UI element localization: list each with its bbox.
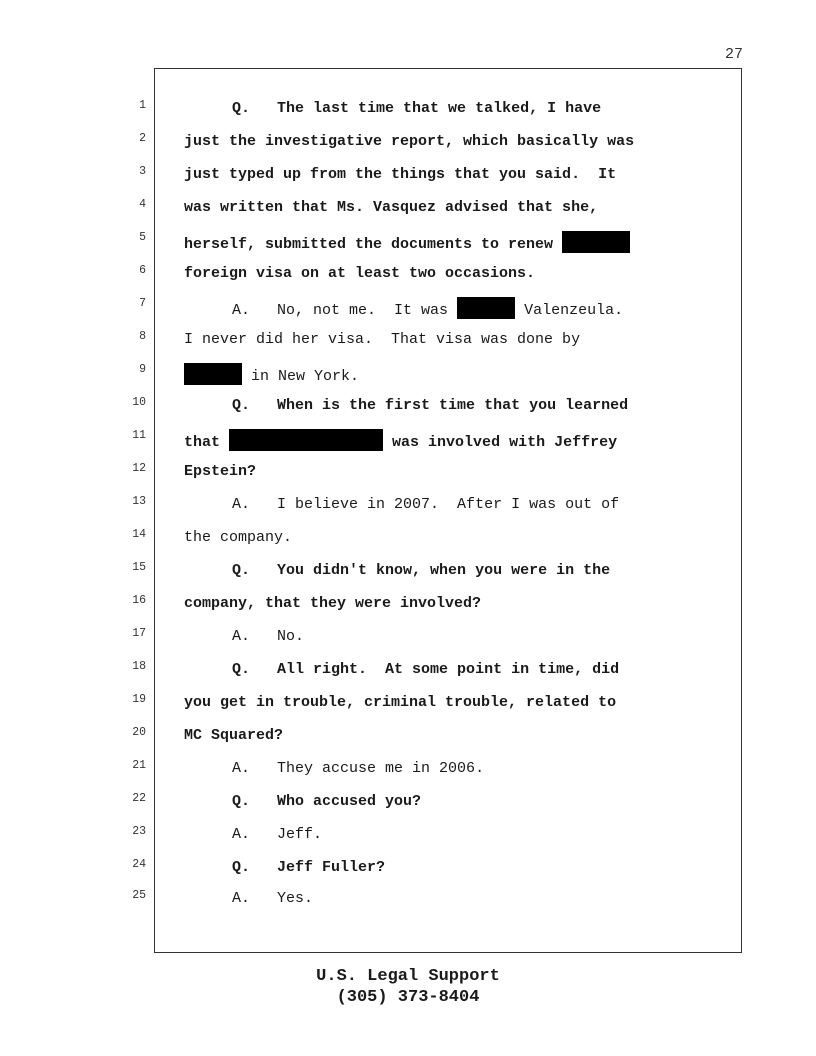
line-number: 14 (132, 528, 146, 541)
line-number: 17 (132, 627, 146, 640)
line-text: was involved with Jeffrey (392, 434, 618, 451)
transcript-line-11 (0, 429, 816, 462)
line-text: that (184, 434, 221, 451)
transcript-line-12 (0, 462, 816, 495)
transcript-line-13 (0, 495, 816, 528)
redaction-box (229, 429, 383, 451)
line-number: 3 (139, 165, 146, 178)
transcript-line-7 (0, 297, 816, 330)
transcript-line-17 (0, 627, 816, 660)
line-number: 8 (139, 330, 146, 343)
line-number: 22 (132, 792, 146, 805)
line-text: All right. At some point in time, did (277, 661, 620, 678)
speaker-label: A. (232, 302, 251, 319)
line-text: Jeff. (277, 826, 323, 843)
line-text: just the investigative report, which basically was (184, 133, 635, 150)
line-number: 24 (132, 858, 146, 871)
transcript-line-9 (0, 363, 816, 396)
footer-company: U.S. Legal Support (316, 967, 500, 986)
speaker-label: Q. (232, 661, 251, 678)
transcript-line-6 (0, 264, 816, 297)
line-number: 11 (132, 429, 146, 442)
speaker-label: Q. (232, 859, 251, 876)
transcript-line-19 (0, 693, 816, 726)
transcript-line-1 (0, 99, 816, 132)
speaker-label: A. (232, 628, 251, 645)
redaction-box (184, 363, 242, 385)
speaker-label: A. (232, 826, 251, 843)
line-number: 12 (132, 462, 146, 475)
line-text: MC Squared? (184, 727, 284, 744)
line-text: You didn't know, when you were in the (277, 562, 611, 579)
line-number: 15 (132, 561, 146, 574)
line-text: was written that Ms. Vasquez advised that she, (184, 199, 599, 216)
transcript-line-21 (0, 759, 816, 792)
line-number: 4 (139, 198, 146, 211)
transcript-line-2 (0, 132, 816, 165)
line-text: Valenzeula. (524, 302, 624, 319)
line-number: 9 (139, 363, 146, 376)
line-number: 5 (139, 231, 146, 244)
transcript-line-4 (0, 198, 816, 231)
redaction-box (457, 297, 515, 319)
line-number: 18 (132, 660, 146, 673)
transcript-line-22 (0, 792, 816, 825)
line-text: Yes. (277, 890, 314, 907)
line-number: 7 (139, 297, 146, 310)
transcript-line-10 (0, 396, 816, 429)
line-text: Jeff Fuller? (277, 859, 386, 876)
line-text: Epstein? (184, 463, 257, 480)
transcript-line-15 (0, 561, 816, 594)
line-text: I never did her visa. That visa was done by (184, 331, 581, 348)
line-number: 25 (132, 889, 146, 902)
line-number: 20 (132, 726, 146, 739)
transcript-line-14 (0, 528, 816, 561)
transcript-line-8 (0, 330, 816, 363)
line-text: company, that they were involved? (184, 595, 482, 612)
speaker-label: A. (232, 760, 251, 777)
line-text: foreign visa on at least two occasions. (184, 265, 536, 282)
transcript-line-5 (0, 231, 816, 264)
line-text: The last time that we talked, I have (277, 100, 602, 117)
line-number: 13 (132, 495, 146, 508)
line-number: 10 (132, 396, 146, 409)
line-text: They accuse me in 2006. (277, 760, 485, 777)
transcript-line-16 (0, 594, 816, 627)
transcript-line-25 (0, 889, 816, 922)
line-text: in New York. (251, 368, 360, 385)
line-number: 21 (132, 759, 146, 772)
line-text: just typed up from the things that you said. It (184, 166, 617, 183)
line-text: you get in trouble, criminal trouble, related to (184, 694, 617, 711)
speaker-label: Q. (232, 793, 251, 810)
line-text: No, not me. It was (277, 302, 449, 319)
line-text: When is the first time that you learned (277, 397, 629, 414)
page-number: 27 (724, 46, 743, 63)
line-text: the company. (184, 529, 293, 546)
line-text: No. (277, 628, 305, 645)
line-number: 16 (132, 594, 146, 607)
speaker-label: A. (232, 496, 251, 513)
line-text: Who accused you? (277, 793, 422, 810)
speaker-label: Q. (232, 100, 251, 117)
redaction-box (562, 231, 630, 253)
transcript-line-24 (0, 858, 816, 891)
speaker-label: Q. (232, 397, 251, 414)
line-number: 1 (139, 99, 146, 112)
line-text: I believe in 2007. After I was out of (277, 496, 620, 513)
speaker-label: Q. (232, 562, 251, 579)
line-number: 23 (132, 825, 146, 838)
line-number: 6 (139, 264, 146, 277)
transcript-line-18 (0, 660, 816, 693)
transcript-line-3 (0, 165, 816, 198)
transcript-line-23 (0, 825, 816, 858)
footer-phone: (305) 373-8404 (336, 988, 480, 1007)
line-text: herself, submitted the documents to renew (184, 236, 554, 253)
speaker-label: A. (232, 890, 251, 907)
line-number: 2 (139, 132, 146, 145)
transcript-line-20 (0, 726, 816, 759)
line-number: 19 (132, 693, 146, 706)
